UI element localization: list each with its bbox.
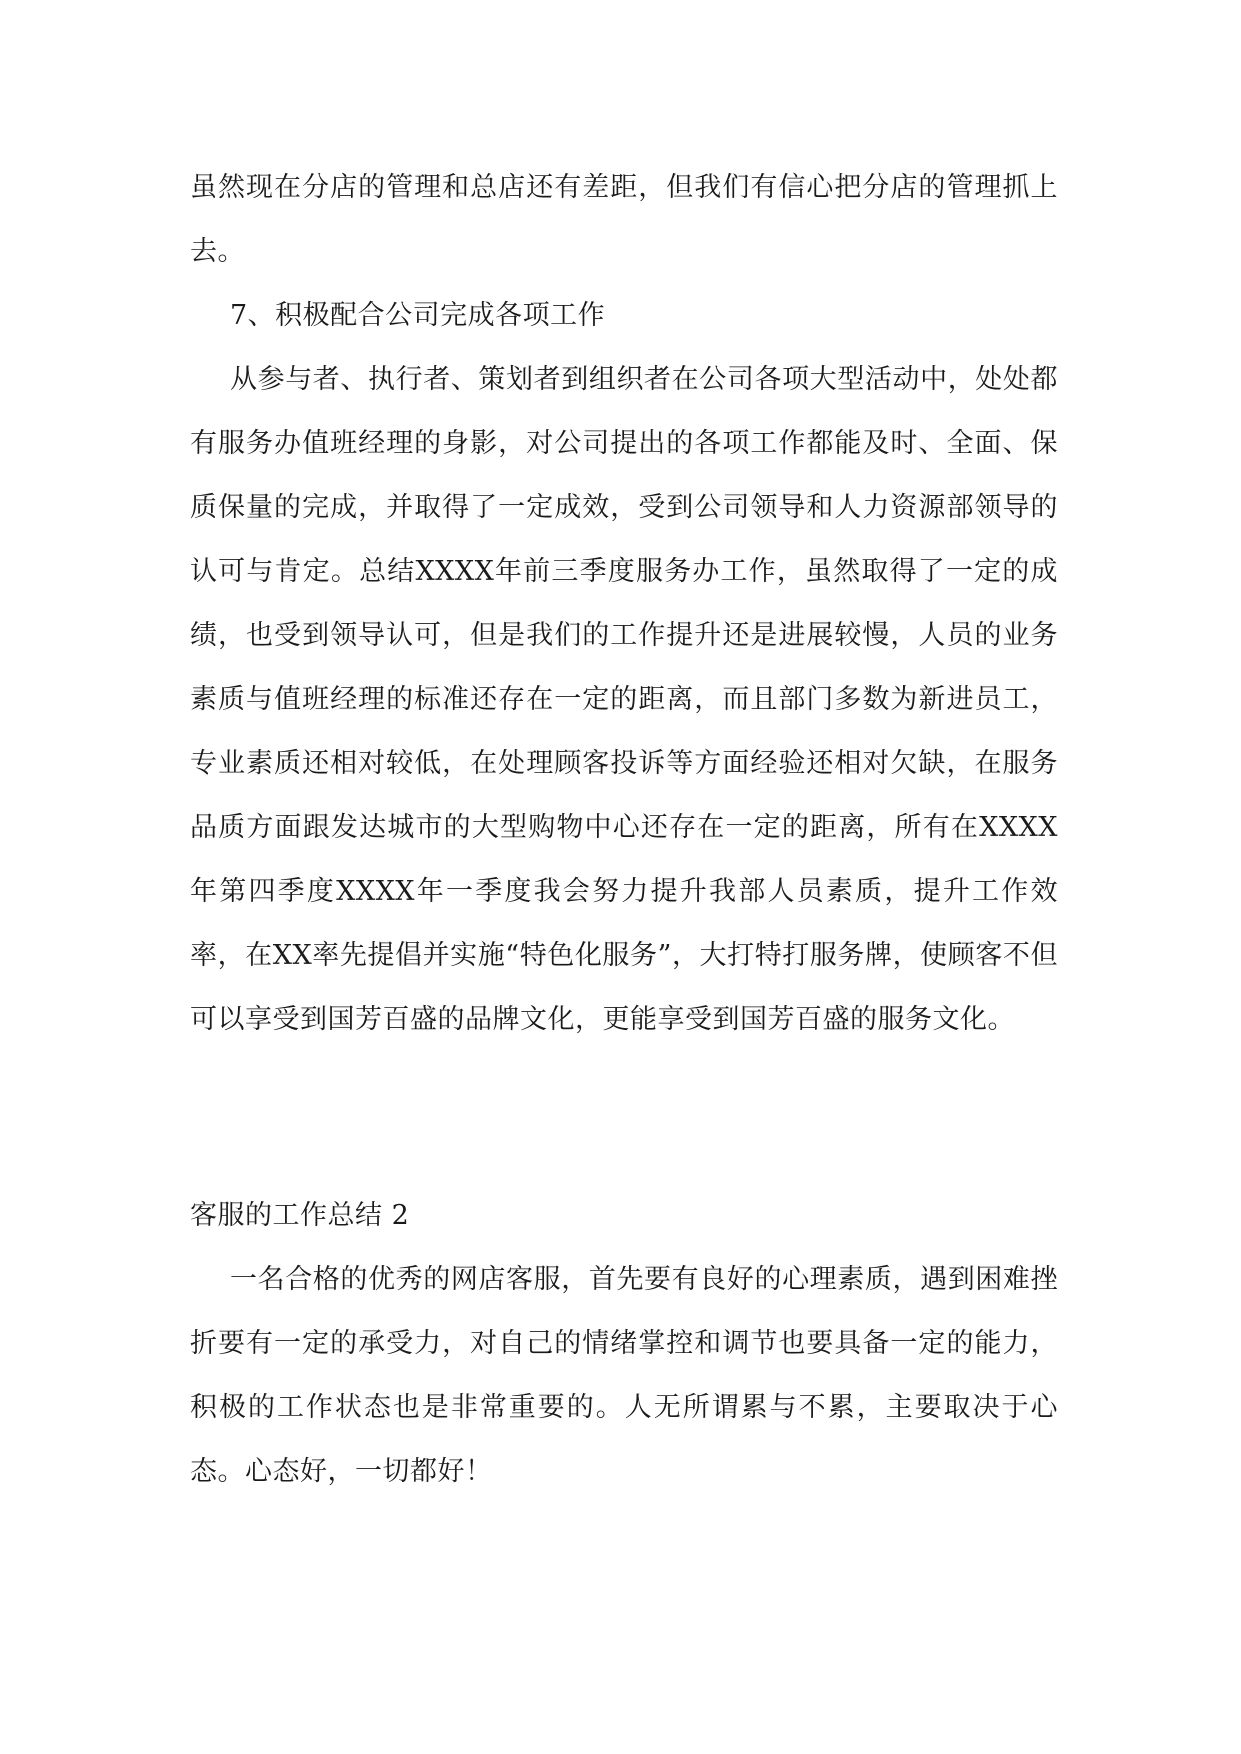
section-title-summary-2: 客服的工作总结 2	[190, 1200, 410, 1231]
section-item-7-heading: 7、积极配合公司完成各项工作	[230, 300, 606, 331]
paragraph-customer-service-mindset: 一名合格的优秀的网店客服，首先要有良好的心理素质，遇到困难挫折要有一定的承受力，对自己的情绪掌控和调节也要具备一定的能力，积极的工作状态也是非常重要的。人无所谓累与不累，主要取决于心态。心态好，一切都好！	[190, 1264, 1058, 1487]
document-page	[190, 156, 1058, 1504]
paragraph-cooperation-summary: 从参与者、执行者、策划者到组织者在公司各项大型活动中，处处都有服务办值班经理的身影，对公司提出的各项工作都能及时、全面、保质保量的完成，并取得了一定成效，受到公司领导和人力资源部领导的认可与肯定。总结XXXX年前三季度服务办工作，虽然取得了一定的成绩，也受到领导认可，但是我们的工作提升还是进展较慢，人员的业务素质与值班经理的标准还存在一定的距离，而且部门多数为新进员工，专业素质还相对较低，在处理顾客投诉等方面经验还相对欠缺，在服务品质方面跟发达城市的大型购物中心还存在一定的距离，所有在XXXX年第四季度XXXX年一季度我会努力提升我部人员素质，提升工作效率，在XX率先提倡并实施“特色化服务”，大打特打服务牌，使顾客不但可以享受到国芳百盛的品牌文化，更能享受到国芳百盛的服务文化。	[190, 364, 1058, 1035]
paragraph-management-gap: 虽然现在分店的管理和总店还有差距，但我们有信心把分店的管理抓上去。	[190, 172, 1058, 267]
section-spacer	[190, 1052, 1058, 1184]
